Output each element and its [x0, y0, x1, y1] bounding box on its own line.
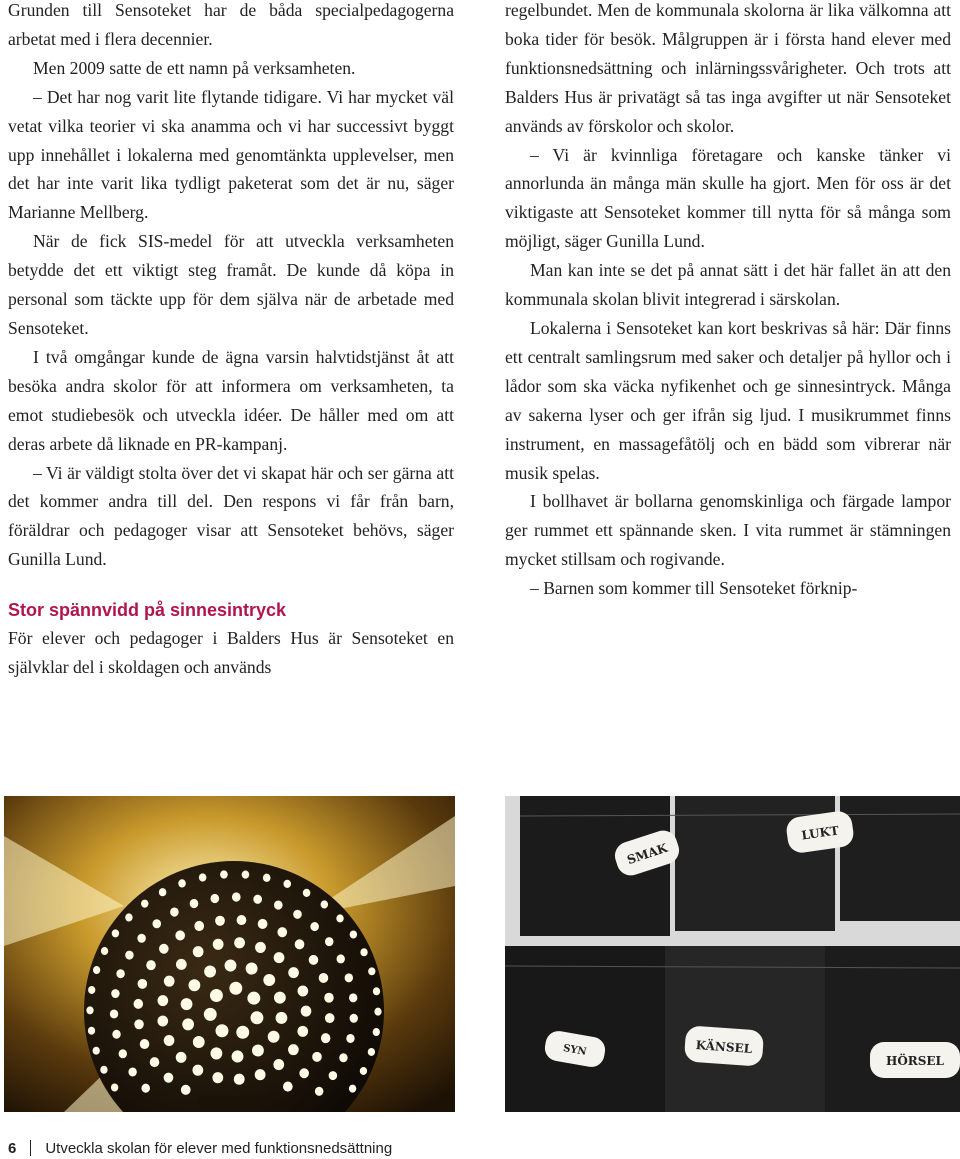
lamp-hole: [176, 959, 187, 970]
paragraph: – Vi är väldigt stolta över det vi skapat här och ser gärna att det kommer andra till del. Den respons vi får från barn, föräldrar och pedagoger visar att Sensoteket behövs, säger Gunilla Lund.: [8, 462, 454, 570]
lamp-hole: [319, 973, 329, 983]
lamp-hole: [247, 992, 260, 1005]
lamp-hole: [204, 1008, 217, 1021]
lamp-hole: [346, 1034, 354, 1043]
page-number: 6: [8, 1139, 17, 1157]
lamp-hole: [100, 1066, 107, 1074]
lamp-hole: [193, 1036, 205, 1048]
lamp-hole: [215, 916, 225, 926]
lamp-hole: [88, 1027, 95, 1035]
lamp-hole: [164, 976, 175, 987]
lamp-hole: [297, 1026, 308, 1037]
lamp-hole: [234, 937, 245, 948]
lamp-hole: [193, 946, 204, 957]
lamp-hole: [299, 1068, 309, 1078]
lamp-hole: [274, 900, 283, 909]
lamp-hole: [210, 989, 223, 1002]
lamp-hole: [152, 919, 161, 928]
lamp-hole: [303, 889, 311, 897]
lamp-hole: [242, 871, 250, 879]
lamp-hole: [336, 914, 343, 922]
lamp-hole: [295, 939, 305, 949]
lamp-hole: [111, 1083, 118, 1091]
lamp-hole: [337, 954, 345, 963]
lamp-hole: [345, 973, 353, 982]
section-heading: Stor spännvidd på sinnesintryck: [8, 600, 287, 621]
lamp-hole: [199, 873, 207, 881]
lamp-hole: [181, 1085, 191, 1095]
lamp-hole: [368, 967, 375, 975]
lamp-hole: [373, 987, 380, 995]
lamp-hole: [274, 992, 286, 1004]
lamp-hole: [175, 930, 185, 940]
lamp-hole: [312, 1052, 322, 1062]
lamp-hole: [274, 952, 285, 963]
paragraph: regelbundet. Men de kommunala skolorna är lika välkomna att boka tider för besök. Målgruppen är i första hand elever med funktionsnedsättning och inlärningssvårigheter. Och trots att Balders Hus är privatägt så tas inga avgifter ut när Sensoteket används av förskolor och skolor.: [505, 0, 951, 136]
lamp-hole: [310, 922, 319, 931]
lamp-hole: [253, 895, 262, 904]
lamp-hole: [190, 899, 199, 908]
lamp-hole: [325, 1013, 335, 1023]
lamp-hole: [164, 1073, 174, 1083]
lamp-hole: [116, 969, 124, 978]
lamp-hole: [288, 1044, 299, 1055]
lamp-hole: [373, 1028, 380, 1036]
lamp-hole: [246, 963, 258, 975]
lamp-hole: [188, 979, 200, 991]
lamp-hole: [263, 974, 275, 986]
box-label: KÄNSEL: [695, 1038, 753, 1056]
lamp-hole: [220, 870, 228, 878]
lamp-hole: [125, 913, 132, 921]
lamp-hole: [236, 1026, 249, 1039]
paragraph: I bollhavet är bollarna genomskinliga och färgade lampor ger rummet ett spännande sken. I vita rummet är stämningen mycket stillsam och rogivande.: [505, 491, 951, 570]
paragraph: När de fick SIS-medel för att utveckla verksamheten betydde det ett viktigt steg framåt. De kunde då köpa in personal som täckte upp för dem själva när de arbetade med Sensoteket.: [8, 231, 454, 338]
boxes-photo: [505, 796, 960, 1112]
lamp-hole: [101, 947, 108, 955]
lamp-ball-image: [4, 796, 455, 1112]
lamp-hole: [374, 1008, 381, 1016]
lamp-hole: [276, 1012, 288, 1024]
lamp-hole: [134, 999, 144, 1009]
footer-title: Utveckla skolan för elever med funktionsnedsättning: [45, 1139, 393, 1157]
paragraph: För elever och pedagoger i Balders Hus är Sensoteket en självklar del i skoldagen och används: [8, 628, 454, 678]
lamp-hole: [119, 1049, 127, 1058]
paragraph: I två omgångar kunde de ägna varsin halvtidstjänst åt att besöka andra skolor för att informera om verksamheten, ta emot studiebesök och utveckla idéer. De håller med om att deras arbete då liknade en PR-kampanj.: [8, 346, 454, 454]
lamp-hole: [93, 1047, 100, 1055]
lamp-hole: [298, 986, 309, 997]
paragraph: Men 2009 satte de ett namn på verksamheten.: [33, 57, 356, 78]
lamp-hole: [112, 1030, 120, 1039]
lamp-hole: [288, 967, 299, 978]
lamp-hole: [125, 951, 133, 960]
right-column: [505, 0, 951, 603]
lamp-hole: [159, 944, 169, 954]
lamp-hole: [237, 915, 247, 925]
box-label: SMAK: [625, 840, 670, 868]
lamp-hole: [137, 934, 146, 943]
lamp-hole: [368, 1048, 375, 1056]
lamp-hole: [93, 966, 100, 974]
lamp-hole: [252, 1044, 264, 1056]
left-column: [8, 0, 454, 682]
lamp-hole: [263, 874, 271, 882]
paragraph: – Det har nog varit lite flytande tidigare. Vi har mycket väl vetat vilka teorier vi ska anamma och vi har successivt byggt upp innehållet i lokalerna med genomtänkta upplevelser, men det har inte varit lika tydligt paketerat som det är nu, säger Marianne Mellberg.: [8, 86, 454, 223]
lamp-hole: [329, 1071, 337, 1080]
lamp-hole: [213, 939, 224, 950]
lamp-hole: [176, 1052, 187, 1063]
lamp-photo: [4, 796, 455, 1112]
footer-divider: [30, 1140, 31, 1156]
lamp-hole: [229, 982, 242, 995]
paragraph: Man kan inte se det på annat sätt i det här fallet än att den kommunala skolan blivit integrerad i särskolan.: [505, 260, 951, 310]
lamp-hole: [268, 1031, 280, 1043]
lamp-hole: [110, 1009, 118, 1018]
lamp-hole: [141, 1084, 150, 1093]
lamp-hole: [158, 995, 169, 1006]
lamp-hole: [128, 1067, 136, 1076]
lamp-hole: [350, 1014, 358, 1023]
lamp-hole: [181, 998, 193, 1010]
lamp-hole: [360, 1067, 367, 1075]
lamp-hole: [283, 1081, 293, 1091]
lamp-hole: [321, 1033, 331, 1043]
lamp-hole: [159, 888, 167, 896]
lamp-hole: [111, 989, 119, 998]
lamp-hole: [210, 1047, 222, 1059]
lamp-hole: [277, 927, 287, 937]
lamp-hole: [225, 959, 237, 971]
lamp-hole: [216, 1024, 229, 1037]
lamp-hole: [210, 894, 219, 903]
lamp-hole: [321, 900, 328, 908]
lamp-hole: [301, 1006, 312, 1017]
lamp-hole: [315, 1087, 324, 1096]
lamp-hole: [134, 1019, 144, 1029]
lamp-hole: [140, 1039, 150, 1049]
lamp-hole: [350, 930, 357, 938]
box-label: HÖRSEL: [885, 1054, 945, 1068]
lamp-hole: [309, 955, 319, 965]
box-label: LUKT: [800, 823, 840, 843]
lamp-hole: [258, 919, 268, 929]
lamp-hole: [146, 960, 156, 970]
lamp-hole: [255, 942, 266, 953]
lamp-hole: [349, 993, 357, 1002]
paragraph: – Vi är kvinnliga företagare och kanske tänker vi annorlunda än många män skulle ha gjort. Men för oss är det viktigaste att Sensoteket kommer till nytta för så många som möjligt, säger Gunilla Lund.: [505, 144, 951, 252]
lamp-hole: [150, 1057, 160, 1067]
lamp-hole: [293, 910, 302, 919]
lamp-hole: [360, 948, 367, 956]
lamp-hole: [232, 892, 241, 901]
lamp-hole: [232, 1050, 244, 1062]
lamp-hole: [112, 929, 119, 937]
lamp-hole: [324, 993, 334, 1003]
lamp-hole: [141, 900, 148, 908]
lamp-hole: [283, 880, 291, 888]
page-footer: [8, 1137, 392, 1159]
lamp-hole: [349, 1085, 356, 1093]
lamp-hole: [88, 986, 95, 994]
lamp-hole: [192, 1065, 203, 1076]
lamp-hole: [339, 1053, 347, 1062]
lamp-hole: [325, 937, 334, 946]
lamp-hole: [178, 879, 186, 887]
box-label: SYN: [562, 1043, 588, 1058]
lamp-hole: [157, 1016, 168, 1027]
lamp-hole: [86, 1006, 93, 1014]
lamp-hole: [255, 1069, 266, 1080]
paragraph: – Barnen som kommer till Sensoteket förknip-: [530, 578, 858, 599]
lamp-hole: [170, 907, 179, 916]
lamp-hole: [273, 1059, 284, 1070]
lamp-hole: [212, 1072, 223, 1083]
lamp-hole: [182, 1018, 194, 1030]
sense-boxes-image: [505, 796, 960, 1112]
lamp-hole: [138, 979, 148, 989]
lamp-hole: [250, 1011, 263, 1024]
lamp-hole: [164, 1035, 175, 1046]
lamp-hole: [234, 1074, 245, 1085]
paragraph: Lokalerna i Sensoteket kan kort beskrivas så här: Där finns ett centralt samlingsrum med saker och detaljer på hyllor och i lådor som ska väcka nyfikenhet och ge sinnesintryck. Många av sakerna lyser och ger ifrån sig ljud. I musikrummet finns instrument, en massagefåtölj och en bädd som vibrerar när musik spelas.: [505, 317, 951, 483]
lamp-hole: [194, 921, 204, 931]
lamp-hole: [204, 965, 216, 977]
paragraph: Grunden till Sensoteket har de båda specialpedagogerna arbetat med i flera decennier.: [8, 0, 454, 49]
